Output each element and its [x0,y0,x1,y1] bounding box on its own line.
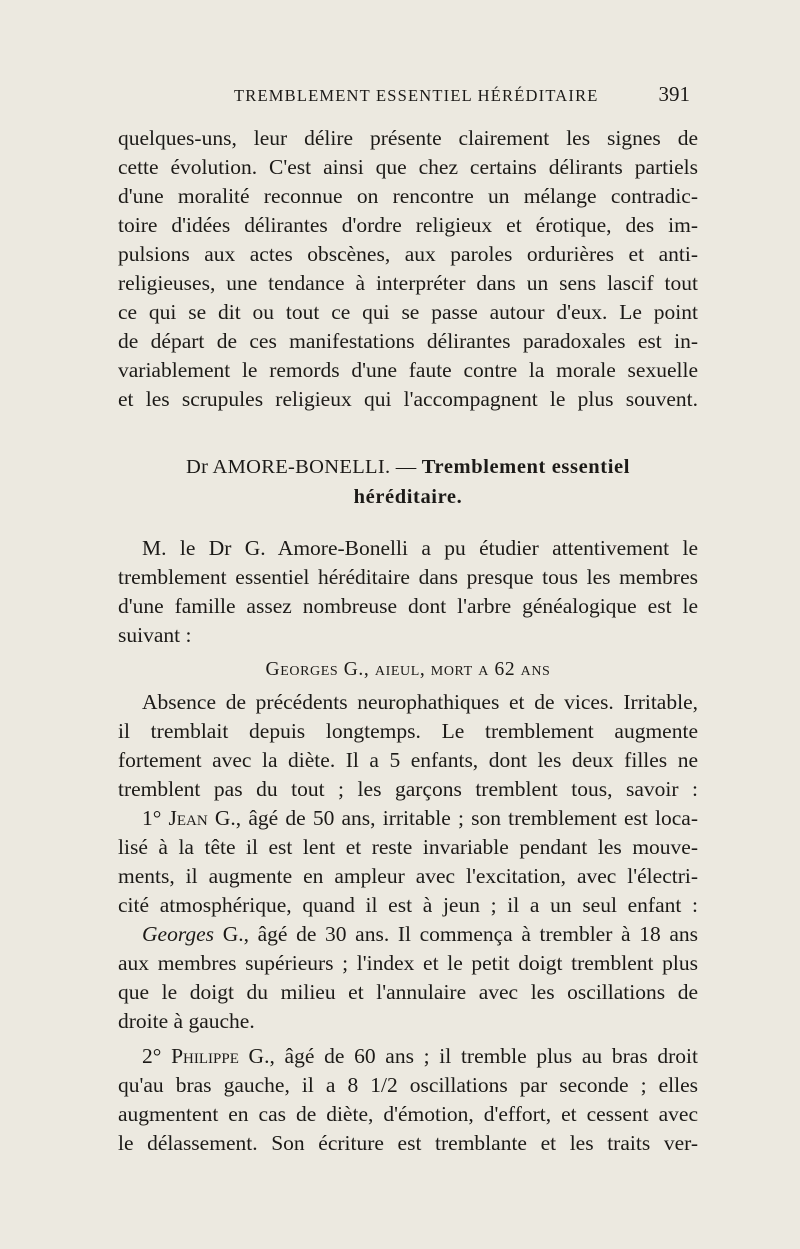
text-line: tremblent pas du tout ; les garçons tremblent tous, savoir : [118,777,698,801]
text-line: pulsions aux actes obscènes, aux paroles ordurières et anti- [118,242,698,266]
family-root-heading: Georges G., aieul, mort a 62 ans [265,659,551,680]
text-line [118,804,698,833]
text-line: cette évolution. C'est ainsi que chez certains délirants partiels [118,155,698,179]
running-title: TREMBLEMENT ESSENTIEL HÉRÉDITAIRE [234,86,599,105]
text-line: il tremblait depuis longtemps. Le tremblement augmente [118,719,698,743]
paragraph-jean [118,804,698,920]
text-line: lisé à la tête il est lent et reste invariable pendant les mouve- [118,835,698,859]
paragraph-delire [118,124,698,414]
article-heading [118,452,698,512]
text-run: G., âgé de 30 ans. Il commença à trembler à 18 ans [214,922,698,946]
person-name: Philippe [171,1044,239,1068]
text-line: droite à gauche. [118,1009,255,1033]
heading-author: Dr AMORE-BONELLI. — [186,456,417,478]
person-name: Jean [168,806,208,830]
text-line: Absence de précédents neurophathiques et de vices. Irritable, [142,690,698,714]
person-name: Georges [142,922,215,946]
text-line: augmentent en cas de diète, d'émotion, d'effort, et cessent avec [118,1102,698,1126]
text-line [118,1042,698,1071]
item-number: 1° [142,806,169,830]
text-line: le délassement. Son écriture est tremblante et les traits ver- [118,1131,698,1155]
text-line [118,920,698,949]
text-line: que le doigt du milieu et l'annulaire avec les oscillations de [118,980,698,1004]
page-header [118,82,698,112]
text-line: suivant : [118,623,192,647]
text-line: ce qui se dit ou tout ce qui se passe autour d'eux. Le point [118,300,698,324]
text-line: variablement le remords d'une faute contre la morale sexuelle [118,358,698,382]
heading-title: Tremblement essentiel [421,456,630,478]
heading-line-1 [118,452,698,482]
paragraph-intro [118,534,698,650]
paragraph-georges [118,688,698,804]
text-line: ments, il augmente en ampleur avec l'excitation, avec l'électri- [118,864,698,888]
heading-title-continued: héréditaire. [353,486,463,508]
paragraph-georges-child [118,920,698,1036]
text-line: fortement avec la diète. Il a 5 enfants, dont les deux filles ne [118,748,698,772]
paragraph-philippe [118,1042,698,1158]
text-run: G., âgé de 60 ans ; il tremble plus au bras droit [238,1044,698,1068]
text-line: quelques-uns, leur délire présente clairement les signes de [118,126,698,150]
text-line: d'une famille assez nombreuse dont l'arbre généalogique est le [118,594,698,618]
text-line: d'une moralité reconnue on rencontre un mélange contradic- [118,184,698,208]
text-line: qu'au bras gauche, il a 8 1/2 oscillations par seconde ; elles [118,1073,698,1097]
text-line: tremblement essentiel héréditaire dans presque tous les membres [118,565,698,589]
item-number: 2° [142,1044,172,1068]
text-line: toire d'idées délirantes d'ordre religieux et érotique, des im- [118,213,698,237]
text-line: et les scrupules religieux qui l'accompagnent le plus souvent. [118,387,698,411]
text-run: G., âgé de 50 ans, irritable ; son tremblement est loca- [207,806,698,830]
text-line: de départ de ces manifestations délirantes paradoxales est in- [118,329,698,353]
text-line: religieuses, une tendance à interpréter dans un sens lascif tout [118,271,698,295]
text-line: M. le Dr G. Amore-Bonelli a pu étudier attentivement le [142,536,698,560]
text-line: cité atmosphérique, quand il est à jeun ; il a un seul enfant : [118,893,698,917]
page-number: 391 [658,82,690,106]
text-line: aux membres supérieurs ; l'index et le petit doigt tremblent plus [118,951,698,975]
